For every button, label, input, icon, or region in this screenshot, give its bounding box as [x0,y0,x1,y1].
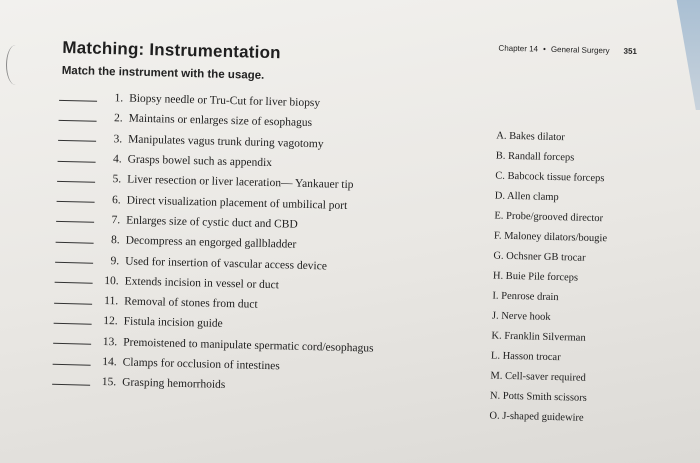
question-number: 7. [111,214,121,227]
answer-blank[interactable] [54,302,92,304]
question-text: Clamps for occlusion of intestines [122,356,280,373]
answer-option: I. Penrose drain [492,290,559,303]
question-text: Biopsy needle or Tru-Cut for liver biopsy [128,92,321,110]
answer-option: F. Maloney dilators/bougie [493,230,608,244]
question-text: Used for insertion of vascular access device [125,255,328,272]
answer-option: O. J-shaped guidewire [489,409,584,424]
question-text: Decompress an engorged gallbladder [125,234,297,251]
answer-blank[interactable] [55,282,93,284]
answer-blank[interactable] [58,160,96,162]
chapter-label: Chapter 14 [498,43,539,54]
question-number: 14. [102,355,117,369]
answer-blank[interactable] [58,140,96,142]
answer-option: E. Probe/grooved director [494,210,604,224]
question-number: 3. [113,132,123,146]
question-number: 11. [104,295,119,308]
question-list [52,87,380,399]
question-text: Grasping hemorrhoids [122,376,226,392]
answer-option: H. Buie Pile forceps [492,270,579,284]
answer-option: M. Cell-saver required [490,369,586,384]
question-text: Extends incision in vessel or duct [124,275,280,292]
answer-blank[interactable] [56,221,94,223]
question-text: Manipulates vagus trunk during vagotomy [128,133,324,151]
answer-blank[interactable] [59,99,97,101]
answer-blank[interactable] [54,323,92,325]
answer-blank[interactable] [52,384,90,386]
page-number: 351 [623,46,638,56]
answer-blank[interactable] [57,181,95,183]
question-number: 2. [113,112,123,125]
answer-option: B. Randall forceps [495,150,575,163]
question-number: 8. [110,234,120,247]
question-text: Premoistened to manipulate spermatic cord/esophagus [123,336,374,355]
running-header [498,44,637,56]
answer-blank[interactable] [53,343,91,345]
question-number: 4. [112,153,122,166]
exercise-instruction: Match the instrument with the usage. [61,64,265,82]
question-number: 12. [103,315,118,328]
answer-option: G. Ochsner GB trocar [493,250,586,264]
question-number: 1. [114,92,124,105]
question-number: 6. [111,193,121,207]
question-text: Grasps bowel such as appendix [127,153,273,170]
question-text: Enlarges size of cystic duct and CBD [126,214,298,231]
question-number: 13. [102,335,118,349]
answer-option: D. Allen clamp [494,190,559,203]
header-separator: • [542,44,546,54]
answer-blank[interactable] [53,363,91,365]
answer-option: A. Bakes dilator [496,130,565,143]
question-text: Removal of stones from duct [124,295,258,311]
exercise-title: Matching: Instrumentation [62,37,281,63]
question-number: 5. [112,173,122,186]
question-number: 10. [104,274,119,288]
answer-blank[interactable] [56,242,94,244]
question-text: Fistula incision guide [123,315,223,331]
answer-list [489,126,609,429]
answer-blank[interactable] [55,262,93,264]
question-text: Maintains or enlarges size of esophagus [128,112,313,130]
answer-blank[interactable] [59,120,97,122]
question-text: Liver resection or liver laceration— Yankauer tip [127,173,354,192]
answer-blank[interactable] [57,201,95,203]
answer-option: K. Franklin Silverman [491,329,586,344]
answer-option: J. Nerve hook [491,309,551,323]
answer-option: L. Hasson trocar [490,349,561,363]
question-number: 15. [101,376,117,389]
question-number: 9. [110,254,120,267]
answer-option: C. Babcock tissue forceps [495,170,605,184]
answer-option: N. Potts Smith scissors [489,389,587,404]
question-text: Direct visualization placement of umbilical port [126,194,348,212]
section-label: General Surgery [550,44,610,56]
